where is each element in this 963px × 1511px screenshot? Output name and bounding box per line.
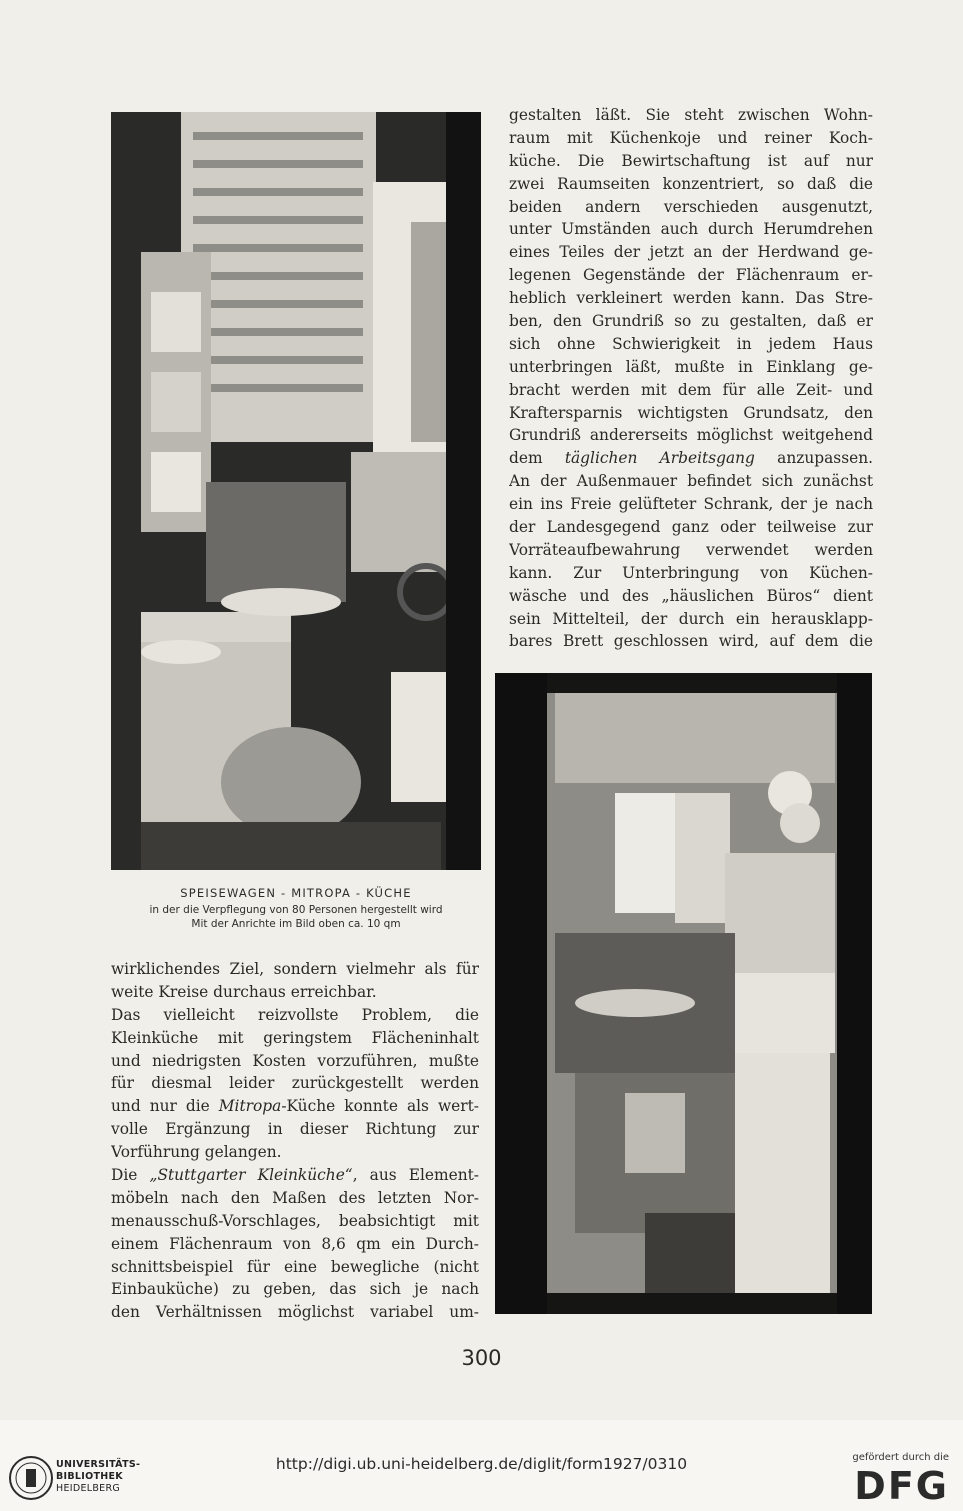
text-line: wirklichendes Ziel, sondern vielmehr als für xyxy=(111,960,479,978)
permalink-url[interactable]: http://digi.ub.uni-heidelberg.de/diglit/form1927/0310 xyxy=(275,1455,688,1473)
text-line: und niedrigsten Kosten vorzuführen, mußte xyxy=(111,1051,479,1070)
text-line: legenen Gegenstände der Flächenraum er- xyxy=(509,266,873,285)
library-name-line: BIBLIOTHEK xyxy=(56,1471,123,1482)
text-line: An der Außenmauer befindet sich zunächst xyxy=(509,472,873,491)
text-column-right xyxy=(509,104,873,653)
text-line: ein ins Freie gelüfteter Schrank, der je nach xyxy=(509,495,873,514)
text-line: Einbauküche) zu geben, das sich je nach xyxy=(111,1280,479,1299)
text-line: wäsche und des „häuslichen Büros“ dient xyxy=(509,586,873,605)
text-line: Kraftersparnis wichtigsten Grundsatz, den xyxy=(509,403,873,422)
text-line: den Verhältnissen möglichst variabel um- xyxy=(111,1303,479,1322)
text-line: Grundriß andererseits möglichst weitgehend xyxy=(509,426,873,445)
library-name-line: UNIVERSITÄTS- xyxy=(56,1459,141,1470)
funding-note: gefördert durch die xyxy=(852,1452,949,1463)
text-line: weite Kreise durchaus erreichbar. xyxy=(111,982,377,1001)
text-line: heblich verkleinert werden kann. Das Stre- xyxy=(509,289,873,308)
text-line: und nur die Mitropa-Küche konnte als wert- xyxy=(111,1097,479,1116)
text-line: unterbringen läßt, mußte in Einklang ge- xyxy=(509,357,873,376)
text-line: eines Teiles der jetzt an der Herdwand ge- xyxy=(509,243,873,262)
text-line: für diesmal leider zurückgestellt werden xyxy=(111,1074,479,1093)
paragraph xyxy=(111,1118,479,1164)
text-line: Das vielleicht reizvollste Problem, die xyxy=(111,1005,479,1024)
text-line: sein Mittelteil, der durch ein herausklapp- xyxy=(509,609,873,628)
text-line: beiden andern verschieden ausgenutzt, xyxy=(509,197,873,216)
text-line: Kleinküche mit geringstem Flächeninhalt xyxy=(111,1028,479,1047)
paragraph xyxy=(111,1187,479,1324)
text-line: einem Flächenraum von 8,6 qm ein Durch- xyxy=(111,1234,479,1253)
text-line: kann. Zur Unterbringung von Küchen- xyxy=(509,563,873,582)
text-line: der Landesgegend ganz oder teilweise zur xyxy=(509,518,873,537)
text-line: ben, den Grundriß so zu gestalten, daß er xyxy=(509,312,873,331)
library-name-line: HEIDELBERG xyxy=(56,1483,121,1494)
text-line: zwei Raumseiten konzentriert, so daß die xyxy=(509,174,873,193)
text-line: sich ohne Schwierigkeit in jedem Haus xyxy=(509,334,873,353)
photo-mitropa-kitchen xyxy=(111,112,481,870)
dfg-logo: DFG xyxy=(854,1464,949,1508)
photo-caption-line: in der die Verpflegung von 80 Personen hergestellt wird xyxy=(149,904,443,916)
text-line: schnittsbeispiel für eine bewegliche (nicht xyxy=(111,1257,479,1276)
photo-galley-kitchen xyxy=(495,673,872,1314)
paragraph xyxy=(509,470,873,653)
paragraph xyxy=(111,958,479,1004)
text-line: bares Brett geschlossen wird, auf dem die xyxy=(509,632,873,651)
text-line: dem täglichen Arbeitsgang anzupassen. xyxy=(509,449,873,468)
text-line: Vorräteaufbewahrung verwendet werden xyxy=(509,540,873,559)
text-line: menausschuß-Vorschlages, beabsichtigt mit xyxy=(111,1211,479,1230)
page-number: 300 xyxy=(461,1346,502,1370)
paragraph xyxy=(111,1004,479,1096)
text-column-left xyxy=(111,958,479,1324)
text-line: küche. Die Bewirtschaftung ist auf nur xyxy=(509,151,873,170)
text-line: möbeln nach den Maßen des letzten Nor- xyxy=(111,1188,479,1207)
text-line: Vorführung gelangen. xyxy=(111,1143,282,1162)
text-line: Die „Stuttgarter Kleinküche“, aus Element- xyxy=(111,1166,479,1185)
text-line: raum mit Küchenkoje und reiner Koch- xyxy=(509,128,873,147)
text-line: unter Umständen auch durch Herumdrehen xyxy=(509,220,873,239)
paragraph xyxy=(509,104,873,447)
text-line: volle Ergänzung in dieser Richtung zur xyxy=(111,1120,479,1139)
text-line: bracht werden mit dem für alle Zeit- und xyxy=(509,380,873,399)
photo-caption-line: Mit der Anrichte im Bild oben ca. 10 qm xyxy=(191,918,401,930)
photo-caption-title: SPEISEWAGEN - MITROPA - KÜCHE xyxy=(180,886,412,900)
text-line: gestalten läßt. Sie steht zwischen Wohn- xyxy=(509,106,873,124)
